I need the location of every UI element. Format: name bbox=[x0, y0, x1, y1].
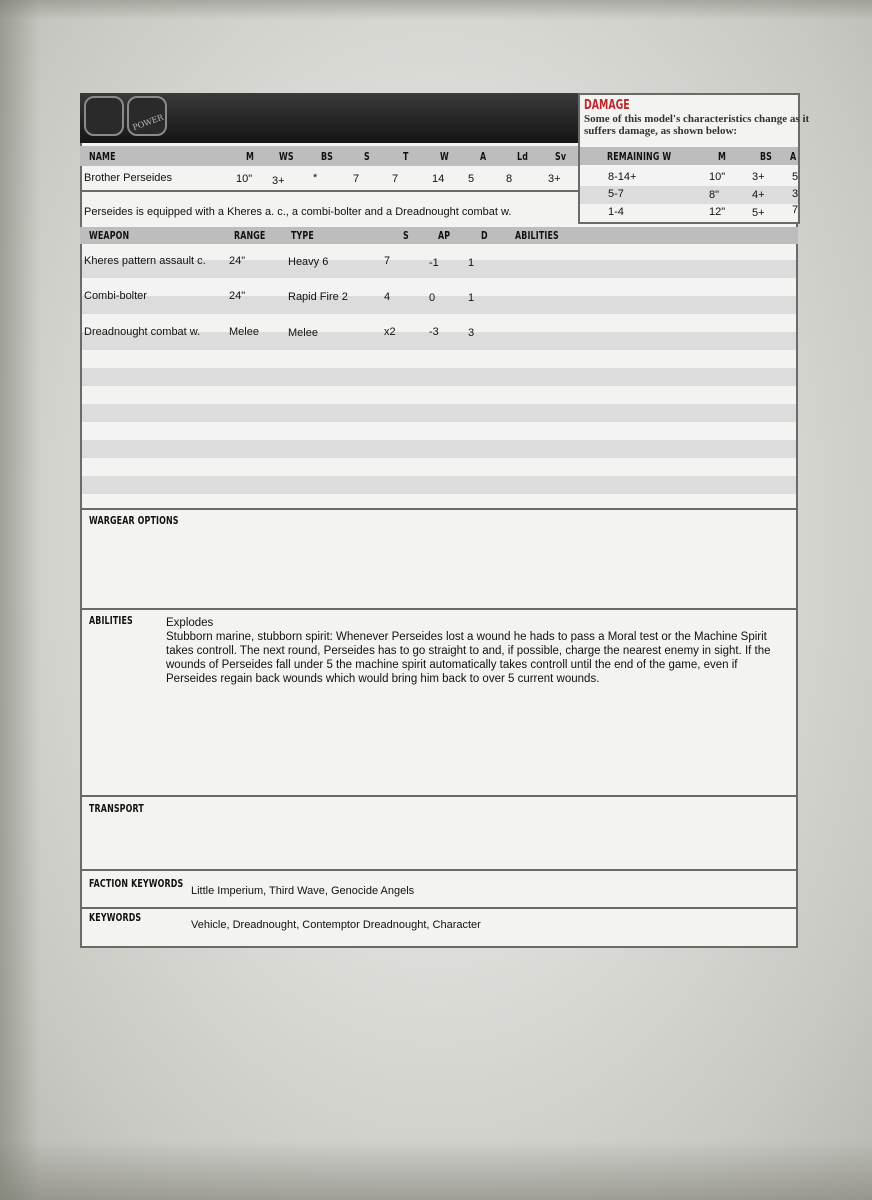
header-d: D bbox=[481, 229, 488, 242]
weapon-name: Dreadnought combat w. bbox=[84, 326, 201, 338]
background-grunge-bottom bbox=[0, 1140, 872, 1200]
unit-name: Brother Perseides bbox=[84, 172, 173, 184]
header-s: S bbox=[403, 229, 409, 242]
weapon-row-stripe bbox=[82, 404, 796, 422]
weapon-type: Rapid Fire 2 bbox=[288, 291, 348, 303]
stat-m: 10" bbox=[236, 173, 253, 185]
weapon-d: 3 bbox=[468, 327, 475, 339]
weapon-ap: 0 bbox=[429, 292, 436, 304]
damage-header-remaining: REMAINING W bbox=[607, 150, 672, 163]
damage-m: 12" bbox=[709, 206, 726, 218]
header-sv: Sv bbox=[555, 150, 567, 163]
divider bbox=[80, 907, 798, 909]
power-label: POWER bbox=[131, 112, 165, 133]
abilities-label: ABILITIES bbox=[89, 614, 133, 627]
damage-title: DAMAGE bbox=[584, 98, 630, 113]
weapon-d: 1 bbox=[468, 292, 475, 304]
header-ld: Ld bbox=[517, 150, 529, 163]
damage-a: 7 bbox=[792, 204, 799, 216]
damage-header-bs: BS bbox=[760, 150, 773, 163]
faction-keywords-label: FACTION KEYWORDS bbox=[89, 877, 184, 890]
abilities-text bbox=[166, 616, 788, 686]
header-m: M bbox=[246, 150, 255, 163]
keywords-label: KEYWORDS bbox=[89, 911, 142, 924]
wargear-label: WARGEAR OPTIONS bbox=[89, 514, 179, 527]
transport-label: TRANSPORT bbox=[89, 802, 144, 815]
faction-keywords-value: Little Imperium, Third Wave, Genocide Angels bbox=[191, 885, 415, 897]
weapon-s: x2 bbox=[384, 326, 396, 338]
damage-wounds: 5-7 bbox=[608, 188, 624, 200]
header-ws: WS bbox=[279, 150, 294, 163]
damage-wounds: 1-4 bbox=[608, 206, 624, 218]
weapon-row-stripe bbox=[82, 440, 796, 458]
equipment-text: Perseides is equipped with a Kheres a. c., a combi-bolter and a Dreadnought combat w. bbox=[84, 206, 512, 218]
header-w: W bbox=[440, 150, 449, 163]
stat-s: 7 bbox=[353, 173, 360, 185]
header-abilities: ABILITIES bbox=[515, 229, 559, 242]
weapon-type: Melee bbox=[288, 327, 318, 339]
stat-ld: 8 bbox=[506, 173, 513, 185]
header-type: TYPE bbox=[291, 229, 314, 242]
points-badge bbox=[84, 96, 124, 136]
stat-w: 14 bbox=[432, 173, 445, 185]
stat-a: 5 bbox=[468, 173, 475, 185]
divider bbox=[80, 508, 798, 510]
damage-bs: 4+ bbox=[752, 189, 765, 201]
divider bbox=[80, 190, 580, 192]
header-name: NAME bbox=[89, 150, 116, 163]
damage-wounds: 8-14+ bbox=[608, 171, 637, 183]
divider bbox=[80, 869, 798, 871]
weapon-s: 4 bbox=[384, 291, 391, 303]
divider bbox=[80, 795, 798, 797]
header-a: A bbox=[480, 150, 487, 163]
damage-m: 10" bbox=[709, 171, 726, 183]
weapon-name: Combi-bolter bbox=[84, 290, 147, 302]
weapon-row-stripe bbox=[82, 368, 796, 386]
header-ap: AP bbox=[438, 229, 451, 242]
weapon-ap: -1 bbox=[429, 257, 439, 269]
background-grunge-top bbox=[0, 0, 872, 20]
stat-sv: 3+ bbox=[548, 173, 561, 185]
header-range: RANGE bbox=[234, 229, 266, 242]
damage-a: 5 bbox=[792, 171, 799, 183]
damage-bs: 5+ bbox=[752, 207, 765, 219]
weapon-row-stripe bbox=[82, 296, 796, 314]
weapon-s: 7 bbox=[384, 255, 391, 267]
divider bbox=[80, 608, 798, 610]
damage-m: 8" bbox=[709, 189, 720, 201]
header-bs: BS bbox=[321, 150, 334, 163]
stat-bs: * bbox=[313, 172, 318, 184]
stat-t: 7 bbox=[392, 173, 399, 185]
header-weapon: WEAPON bbox=[89, 229, 130, 242]
stat-ws: 3+ bbox=[272, 175, 285, 187]
header-t: T bbox=[403, 150, 409, 163]
weapon-range: 24" bbox=[229, 290, 246, 302]
ability-stubborn: Stubborn marine, stubborn spirit: Whenever Perseides lost a wound he hads to pass a Moral test or the Machine Spirit takes controll. The next round, Perseides has to go straight to and, if possible, charge the nearest enemy in sight. If the wounds of Perseides fall under 5 the machine spirit automatically takes controll until the end of the game, even if Perseides regain back wounds which would bring him back to over 5 current wounds. bbox=[166, 631, 771, 685]
ability-explodes: Explodes bbox=[166, 617, 214, 629]
weapon-name: Kheres pattern assault c. bbox=[84, 255, 206, 267]
weapon-ap: -3 bbox=[429, 326, 439, 338]
damage-header-m: M bbox=[718, 150, 727, 163]
background-grunge-left bbox=[0, 0, 40, 1200]
weapon-d: 1 bbox=[468, 257, 475, 269]
weapon-row-stripe bbox=[82, 476, 796, 494]
damage-description: Some of this model's characteristics change as it suffers damage, as shown below: bbox=[584, 113, 810, 137]
damage-a: 3 bbox=[792, 188, 799, 200]
weapon-range: Melee bbox=[229, 326, 259, 338]
damage-header-a: A bbox=[790, 150, 797, 163]
weapon-range: 24" bbox=[229, 255, 246, 267]
weapon-type: Heavy 6 bbox=[288, 256, 329, 268]
damage-bs: 3+ bbox=[752, 171, 765, 183]
keywords-value: Vehicle, Dreadnought, Contemptor Dreadnought, Character bbox=[191, 919, 481, 931]
header-s: S bbox=[364, 150, 370, 163]
